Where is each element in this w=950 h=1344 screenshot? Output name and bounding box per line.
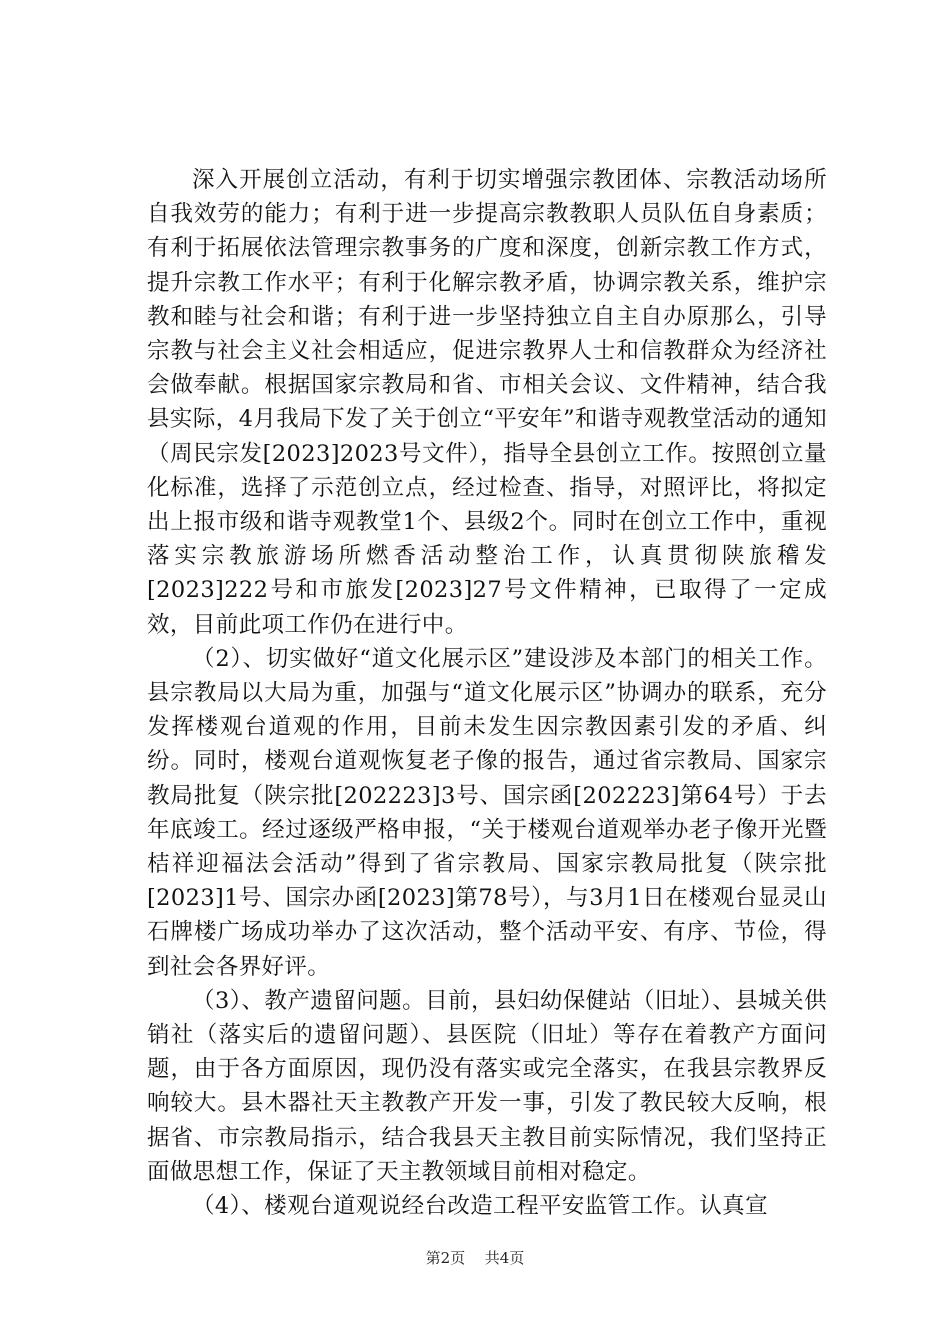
- page-footer: [0, 1247, 950, 1268]
- page-total: 共4页: [484, 1249, 525, 1267]
- paragraph-shuojingtai-renovation: （4）、楼观台道观说经台改造工程平安监管工作。认真宣: [192, 1193, 768, 1220]
- document-body: [147, 163, 827, 1223]
- paragraph-dao-culture-zone: （2）、切实做好“道文化展示区”建设涉及本部门的相关工作。县宗教局以大局为重，加强与“道文化展示区”协调办的联系，充分发挥楼观台道观的作用，目前未发生因宗教因素引发的矛盾、纠纷。同时，楼观台道观恢复老子像的报告，通过省宗教局、国家宗教局批复（陕宗批[202223]3号、国宗函[202223]第64号）于去年底竣工。经过逐级严格申报，“关于楼观台道观举办老子像开光暨桔祥迎福法会活动”得到了省宗教局、国家宗教局批复（陕宗批[2023]1号、国宗办函[2023]第78号），与3月1日在楼观台显灵山石牌楼广场成功举办了这次活动，整个活动平安、有序、节俭，得到社会各界好评。: [147, 645, 827, 980]
- paragraph-creation-activities: 深入开展创立活动，有利于切实增强宗教团体、宗教活动场所自我效劳的能力；有利于进一步提高宗教教职人员队伍自身素质；有利于拓展依法管理宗教事务的广度和深度，创新宗教工作方式，提升宗教工作水平；有利于化解宗教矛盾，协调宗教关系，维护宗教和睦与社会和谐；有利于进一步坚持独立自主自办原那么，引导宗教与社会主义社会相适应，促进宗教界人士和信教群众为经济社会做奉献。根据国家宗教局和省、市相关会议、文件精神，结合我县实际，4月我局下发了关于创立“平安年”和谐寺观教堂活动的通知（周民宗发[2023]2023号文件），指导全县创立工作。按照创立量化标准，选择了示范创立点，经过检查、指导，对照评比，将拟定出上报市级和谐寺观教堂1个、县级2个。同时在创立工作中，重视落实宗教旅游场所燃香活动整治工作，认真贯彻陕旅稽发[2023]222号和市旅发[2023]27号文件精神，已取得了一定成效，目前此项工作仍在进行中。: [147, 167, 827, 638]
- page-number: 第2页: [425, 1249, 466, 1267]
- paragraph-church-property: （3）、教产遗留问题。目前，县妇幼保健站（旧址）、县城关供销社（落实后的遗留问题）、县医院（旧址）等存在着教产方面问题，由于各方面原因，现仍没有落实或完全落实，在我县宗教界反响较大。县木器社天主教教产开发一事，引发了教民较大反响，根据省、市宗教局指示，结合我县天主教目前实际情况，我们坚持正面做思想工作，保证了天主教领域目前相对稳定。: [147, 987, 827, 1185]
